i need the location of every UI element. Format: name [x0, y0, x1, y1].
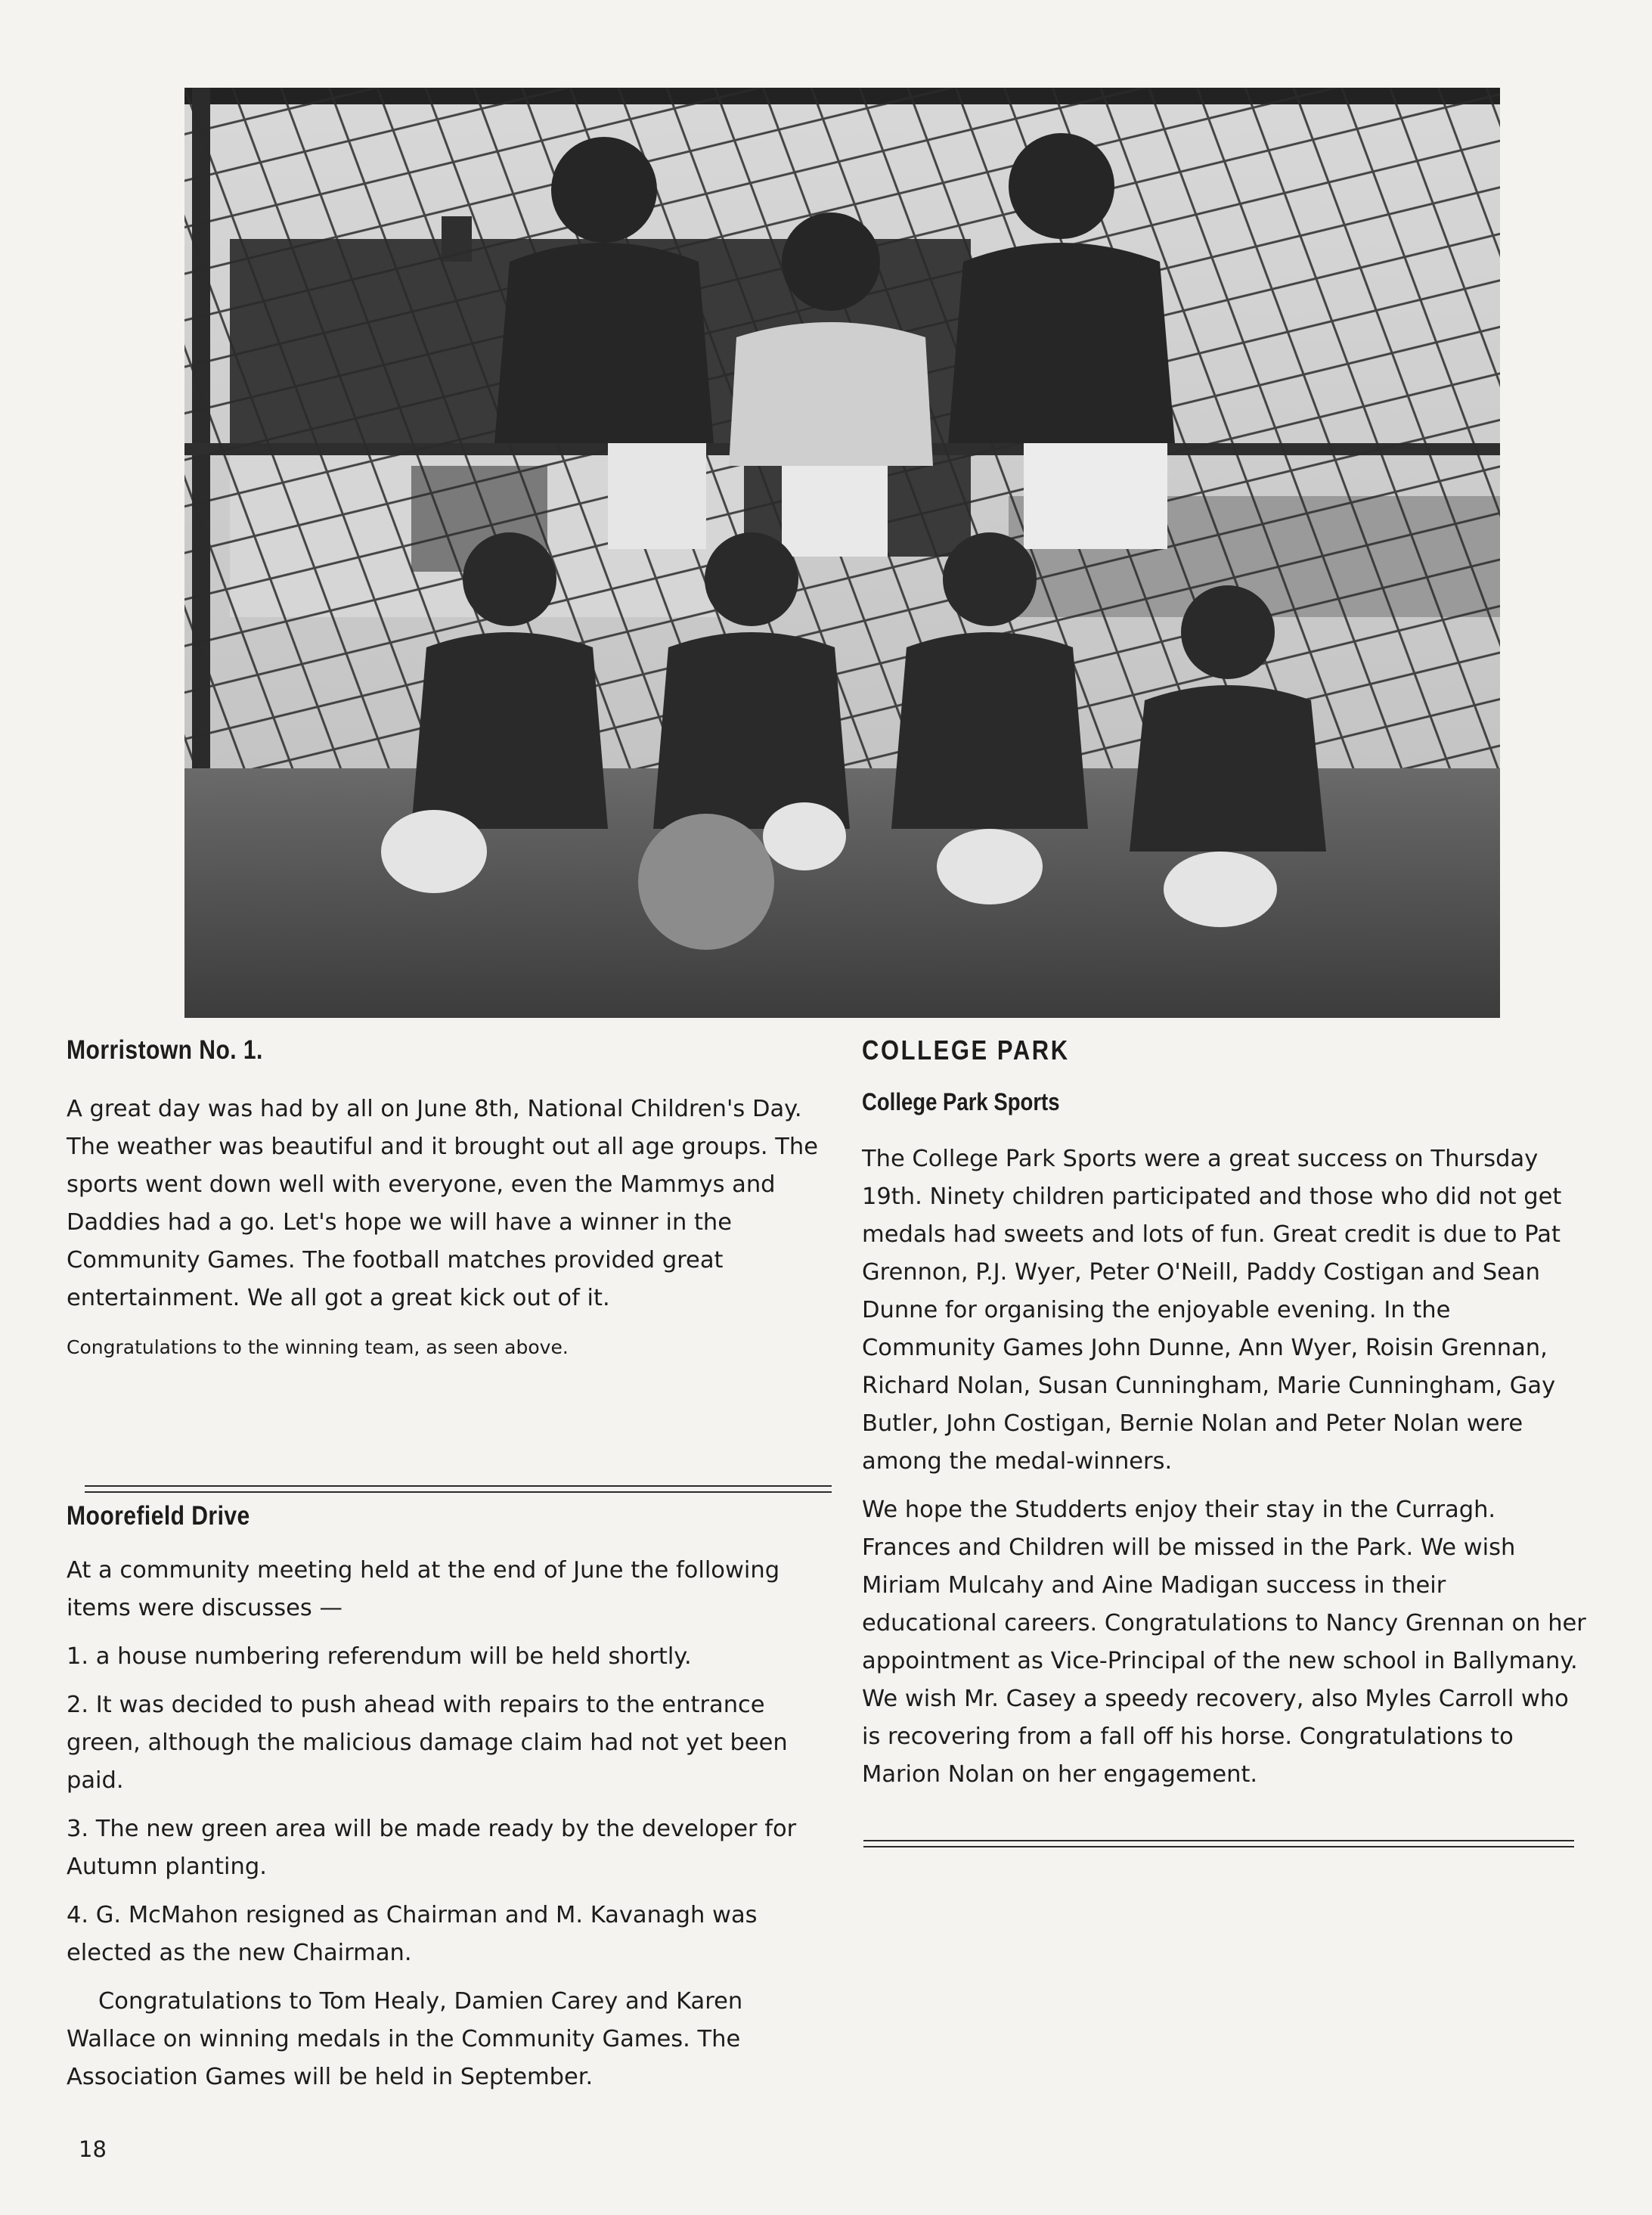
left-column: [67, 1031, 838, 2107]
moorefield-item-2: 2. It was decided to push ahead with repairs to the entrance green, although the malicious damage claim had not yet been paid.: [67, 1692, 788, 1794]
moorefield-item-1: 1. a house numbering referendum will be held shortly.: [67, 1643, 692, 1670]
morristown-body: A great day was had by all on June 8th, National Children's Day. The weather was beautiful and it brought out all age groups. The sports went down well with everyone, even the Mammys and Daddies had a go. Let's hope we will have a winner in the Community Games. The football matches provided great entertainment. We all got a great kick out of it.: [67, 1096, 818, 1311]
moorefield-intro: At a community meeting held at the end of June the following items were discusses —: [67, 1557, 780, 1621]
college-park-para-2: We hope the Studderts enjoy their stay in the Curragh. Frances and Children will be missed in the Park. We wish Miriam Mulcahy and Aine Madigan success in their educational careers. Congratulations to Nancy Grennan on her appointment as Vice-Principal of the new school in Ballymany. We wish Mr. Casey a speedy recovery, also Myles Carroll who is recovering from a fall off his horse. Congratulations to Marion Nolan on her engagement.: [862, 1497, 1586, 1788]
college-park-para-1: The College Park Sports were a great success on Thursday 19th. Ninety children participated and those who did not get medals had sweets and lots of fun. Great credit is due to Pat Grennon, P.J. Wyer, Peter O'Neill, Paddy Costigan and Sean Dunne for organising the enjoyable evening. In the Community Games John Dunne, Ann Wyer, Roisin Grennan, Richard Nolan, Susan Cunningham, Marie Cunningham, Gay Butler, John Costigan, Bernie Nolan and Peter Nolan were among the medal-winners.: [862, 1146, 1562, 1475]
page-number: 18: [79, 2136, 107, 2162]
moorefield-item-3: 3. The new green area will be made ready by the developer for Autumn planting.: [67, 1816, 797, 1880]
moorefield-closing: Congratulations to Tom Healy, Damien Carey and Karen Wallace on winning medals in the Community Games. The Association Games will be held in September.: [67, 1988, 743, 2090]
moorefield-heading: Moorefield Drive: [67, 1501, 250, 1531]
team-photo-image: [184, 88, 1500, 1018]
right-column: [862, 1031, 1588, 1804]
college-park-heading: COLLEGE PARK: [862, 1035, 1070, 1066]
left-divider: [85, 1485, 832, 1493]
morristown-heading: Morristown No. 1.: [67, 1035, 263, 1065]
team-photo: [184, 88, 1500, 1018]
college-park-subheading: College Park Sports: [862, 1088, 1060, 1115]
moorefield-item-4: 4. G. McMahon resigned as Chairman and M. Kavanagh was elected as the new Chairman.: [67, 1902, 758, 1966]
right-divider: [863, 1840, 1574, 1847]
photo-caption: Congratulations to the winning team, as seen above.: [67, 1336, 569, 1358]
